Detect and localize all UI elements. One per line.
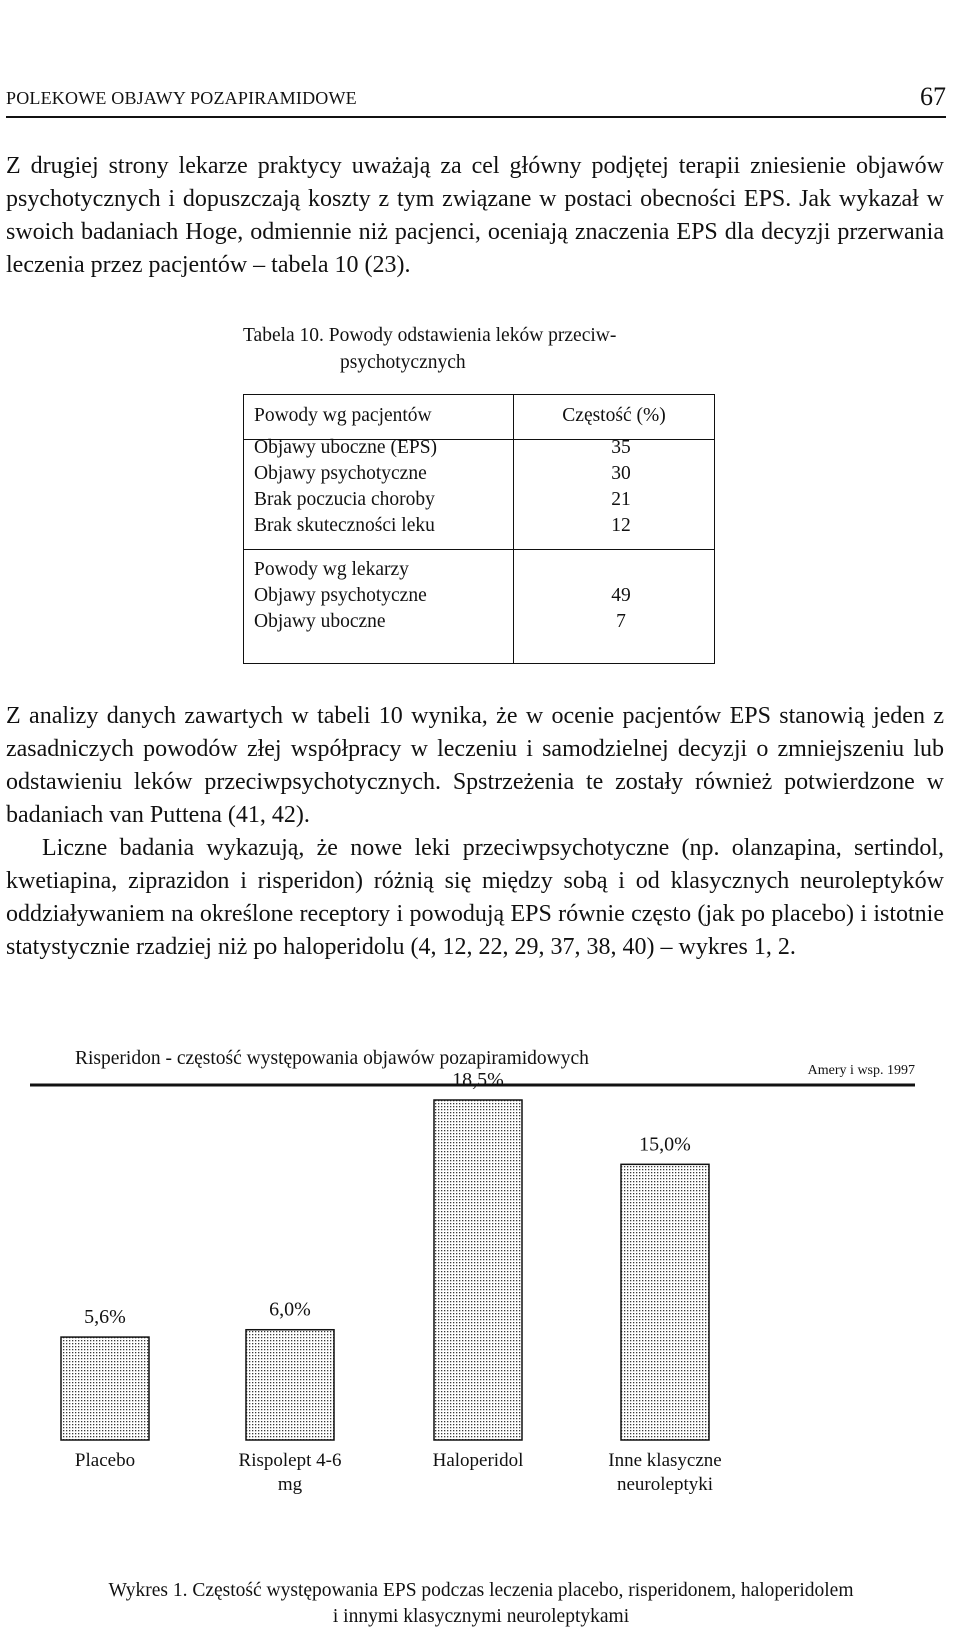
table-row-reason: Brak skuteczności leku [254,515,435,536]
paragraph-1: Z drugiej strony lekarze praktycy uważają za cel główny podjętej terapii zniesienie objawów psychotycznych i dopuszczają koszty z tym związane w postaci obecności EPS. Jak wykazał w swoich badaniach Hoge, odmiennie niż pacjenci, oceniają znaczenia EPS dla decyzji przerwania leczenia przez pacjentów – tabela 10 (23). [6,153,944,278]
figure-caption [6,1578,956,1630]
chart-svg [0,1040,960,1600]
table-row-reason: Objawy uboczne [254,611,386,632]
bar-value-label: 15,0% [639,1133,691,1156]
paragraph-2b: Liczne badania wykazują, że nowe leki przeciwpsychotyczne (np. olanzapina, sertindol, kwetiapina, ziprazidon i risperidon) różnią się między sobą i od klasycznych neuroleptyków oddziaływaniem na określone receptory i powodują EPS równie często (jak po placebo) i istotnie statystycznie rzadziej niż po haloperidolu (4, 12, 22, 29, 37, 38, 40) – wykres 1, 2. [6,835,944,960]
category-label: Haloperidol [432,1450,524,1471]
category-label: Placebo [74,1450,136,1471]
category-label: neuroleptyki [616,1474,714,1495]
bar-value-label: 18,5% [452,1069,504,1091]
table-section-rule [244,549,714,550]
table-row-reason: Objawy psychotyczne [254,463,427,484]
figure-caption-line-2: i innymi klasycznymi neuroleptykami [332,1606,630,1627]
page-number: 67 [920,82,946,111]
running-header [6,84,946,118]
table-row-reason: Objawy uboczne (EPS) [254,437,438,458]
data-table [243,394,715,664]
table-row-value: 21 [611,489,631,510]
header-rule [6,116,946,118]
table-caption-line-1: Tabela 10. Powody odstawienia leków przeciw- [243,325,617,346]
chart-title: Risperidon - częstość występowania objawów pozapiramidowych [75,1048,589,1069]
table-caption [243,322,763,376]
figure-caption-line-1: Wykres 1. Częstość występowania EPS podczas leczenia placebo, risperidonem, haloperidolem [108,1580,854,1601]
bar-rispolept-4-6-mg [246,1330,334,1440]
chart-source-note: Amery i wsp. 1997 [807,1063,915,1078]
paragraph-2 [6,700,944,964]
table-row-reason: Objawy psychotyczne [254,585,427,606]
category-label: mg [277,1474,303,1495]
table-header-frequency: Częstość (%) [562,405,666,426]
table-row-value: 30 [611,463,631,484]
category-label: Rispolept 4-6 [238,1450,342,1471]
table-row-value: 49 [611,585,631,606]
bar-haloperidol [434,1100,522,1440]
table-row-value: 12 [611,515,631,536]
table-row-value: 35 [611,437,631,458]
paragraph-2a: Z analizy danych zawartych w tabeli 10 wynika, że w ocenie pacjentów EPS stanowią jeden z zasadniczych powodów złej współpracy w leczeniu i samodzielnej decyzji o zmniejszeniu lub odstawieniu leków przeciwpsychotycznych. Spstrzeżenia te zostały również potwierdzone w badaniach van Puttena (41, 42). [6,703,944,828]
bar-placebo [61,1337,149,1440]
bar-inne-klasyczne-neuroleptyki [621,1164,709,1440]
bar-chart [0,1040,960,1600]
table-row-reason: Brak poczucia choroby [254,489,435,510]
bar-value-label: 5,6% [84,1306,126,1329]
table-header-reason: Powody wg pacjentów [254,405,432,426]
bar-value-label: 6,0% [269,1298,311,1321]
table-row-value: 7 [616,611,626,632]
running-title: POLEKOWE OBJAWY POZAPIRAMIDOWE [6,88,357,108]
table-caption-line-2: psychotycznych [340,352,466,373]
category-label: Inne klasyczne [608,1450,722,1471]
table-section-heading: Powody wg lekarzy [254,559,409,580]
bars-layer [61,1069,722,1495]
